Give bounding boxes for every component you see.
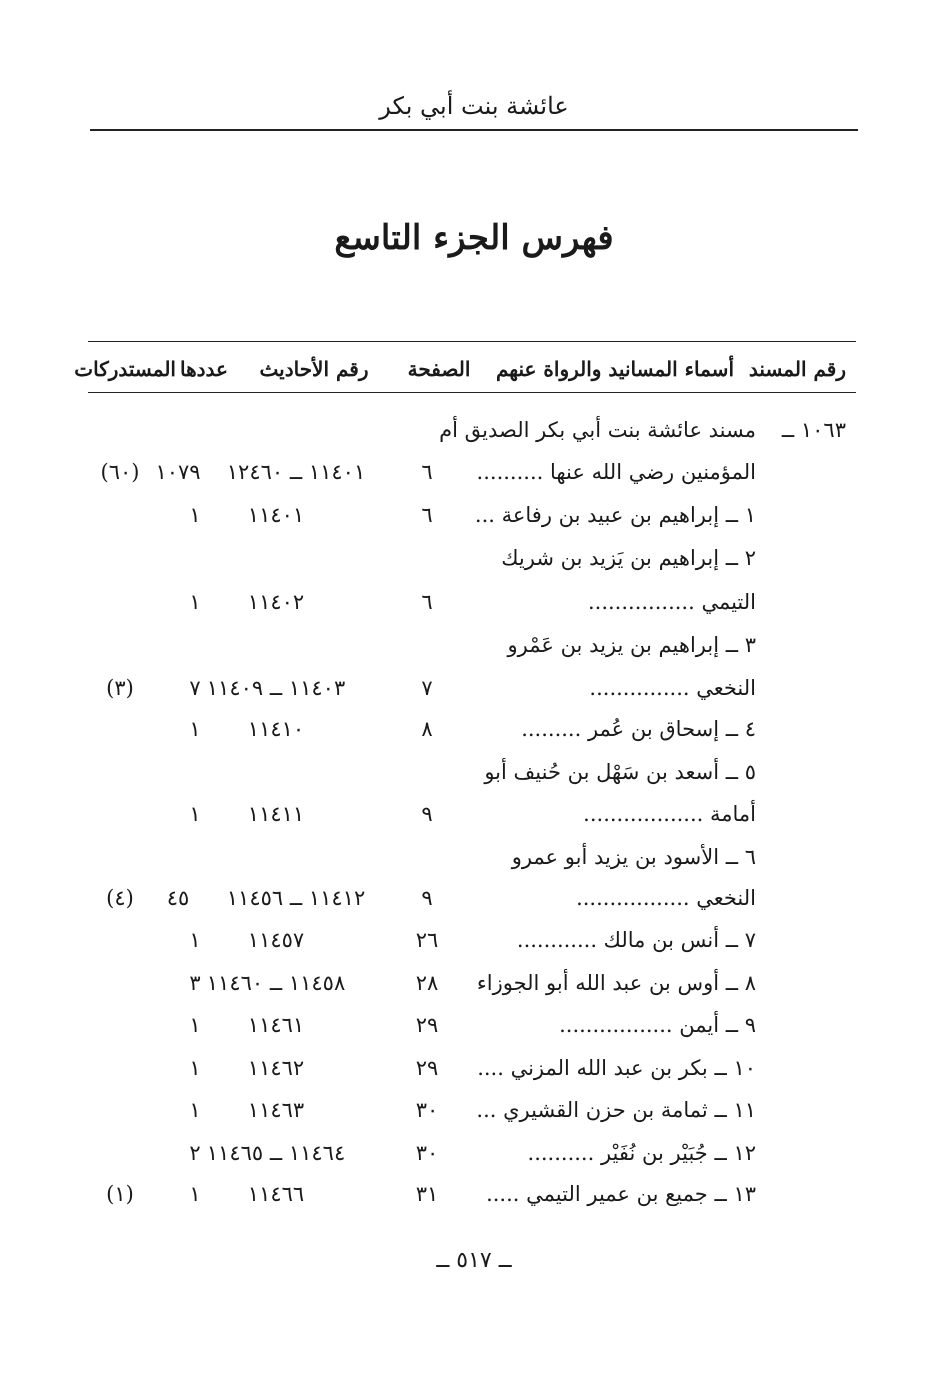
entry-name: ٦ ــ الأسود بن يزيد أبو عمرو bbox=[511, 845, 756, 869]
hadith-numbers: ١١٤٥٨ ــ ١١٤٦٠ bbox=[206, 971, 346, 995]
hadith-count: ١٠٧٩ bbox=[155, 460, 201, 484]
header-hadith-nos: رقم الأحاديث bbox=[259, 357, 369, 381]
entry-name: مسند عائشة بنت أبي بكر الصديق أم bbox=[439, 418, 756, 442]
table-header-rule bbox=[88, 392, 856, 393]
entry-page: ٩ bbox=[421, 886, 433, 910]
entry-page: ٢٩ bbox=[415, 1013, 439, 1037]
header-count: عددها bbox=[180, 357, 228, 381]
hadith-numbers: ١١٤٠١ ــ ١٢٤٦٠ bbox=[226, 460, 366, 484]
hadith-numbers: ١١٤١١ bbox=[247, 802, 305, 826]
entry-page: ٦ bbox=[421, 590, 433, 614]
header-names: أسماء المسانيد والرواة عنهم bbox=[495, 357, 734, 381]
running-head: عائشة بنت أبي بكر bbox=[379, 92, 569, 120]
hadith-count: ١ bbox=[189, 717, 201, 741]
mustadrak-count: (١) bbox=[106, 1182, 134, 1206]
header-rule bbox=[90, 129, 858, 131]
hadith-numbers: ١١٤٦٤ ــ ١١٤٦٥ bbox=[206, 1141, 346, 1165]
entry-name: ٥ ــ أسعد بن سَهْل بن حُنيف أبو bbox=[484, 760, 756, 784]
mustadrak-count: (٦٠) bbox=[100, 460, 140, 484]
entry-name: ١٠ ــ بكر بن عبد الله المزني .... bbox=[477, 1056, 756, 1080]
entry-page: ٣١ bbox=[415, 1182, 439, 1206]
hadith-numbers: ١١٤٠١ bbox=[247, 503, 305, 527]
entry-name: النخعي ............... bbox=[589, 676, 756, 700]
hadith-count: ٢ bbox=[189, 1141, 201, 1165]
hadith-numbers: ١١٤٦٢ bbox=[247, 1056, 305, 1080]
entry-name: ٤ ــ إسحاق بن عُمر ......... bbox=[521, 717, 756, 741]
entry-name: أمامة .................. bbox=[583, 802, 756, 826]
hadith-count: ١ bbox=[189, 802, 201, 826]
header-musnad-no: رقم المسند bbox=[748, 357, 846, 381]
musnad-number: ١٠٦٣ ــ bbox=[781, 418, 846, 442]
hadith-count: ١ bbox=[189, 1182, 201, 1206]
entry-page: ٢٨ bbox=[415, 971, 439, 995]
mustadrak-count: (٤) bbox=[106, 886, 134, 910]
entry-name: ٩ ــ أيمن ................. bbox=[559, 1013, 756, 1037]
hadith-count: ١ bbox=[189, 503, 201, 527]
hadith-numbers: ١١٤٥٧ bbox=[247, 928, 305, 952]
entry-name: ١١ ــ ثمامة بن حزن القشيري ... bbox=[476, 1098, 756, 1122]
entry-name: ٣ ــ إبراهيم بن يزيد بن عَمْرو bbox=[507, 633, 756, 657]
header-page: الصفحة bbox=[407, 357, 471, 381]
hadith-numbers: ١١٤١٢ ــ ١١٤٥٦ bbox=[226, 886, 366, 910]
entry-page: ٣٠ bbox=[415, 1098, 439, 1122]
entry-name: النخعي ................. bbox=[576, 886, 756, 910]
hadith-count: ١ bbox=[189, 928, 201, 952]
entry-page: ٢٦ bbox=[415, 928, 439, 952]
entry-page: ٧ bbox=[421, 676, 433, 700]
entry-page: ٨ bbox=[421, 717, 433, 741]
hadith-numbers: ١١٤٦٦ bbox=[247, 1182, 305, 1206]
hadith-count: ١ bbox=[189, 1098, 201, 1122]
entry-name: ٢ ــ إبراهيم بن يَزيد بن شريك bbox=[501, 546, 756, 570]
entry-name: ٧ ــ أنس بن مالك ............ bbox=[516, 928, 756, 952]
hadith-numbers: ١١٤٠٢ bbox=[247, 590, 305, 614]
table-top-rule bbox=[88, 341, 856, 342]
entry-page: ٦ bbox=[421, 460, 433, 484]
hadith-count: ١ bbox=[189, 590, 201, 614]
entry-page: ٢٩ bbox=[415, 1056, 439, 1080]
entry-name: ١ ــ إبراهيم بن عبيد بن رفاعة ... bbox=[474, 503, 756, 527]
entry-name: التيمي ................ bbox=[587, 590, 756, 614]
hadith-count: ٤٥ bbox=[166, 886, 190, 910]
hadith-numbers: ١١٤٦٣ bbox=[247, 1098, 305, 1122]
entry-name: المؤمنين رضي الله عنها .......... bbox=[476, 460, 756, 484]
mustadrak-count: (٣) bbox=[106, 676, 134, 700]
entry-name: ١٣ ــ جميع بن عمير التيمي ..... bbox=[486, 1182, 756, 1206]
hadith-numbers: ١١٤٠٣ ــ ١١٤٠٩ bbox=[206, 676, 346, 700]
entry-page: ٣٠ bbox=[415, 1141, 439, 1165]
entry-name: ١٢ ــ جُبَيْر بن نُفَيْر .......... bbox=[527, 1141, 756, 1165]
entry-name: ٨ ــ أوس بن عبد الله أبو الجوزاء bbox=[476, 971, 756, 995]
page-title: فهرس الجزء التاسع bbox=[334, 218, 614, 258]
header-mustadrakat: المستدركات bbox=[74, 357, 176, 381]
hadith-count: ٣ bbox=[189, 971, 201, 995]
entry-page: ٩ bbox=[421, 802, 433, 826]
hadith-count: ١ bbox=[189, 1056, 201, 1080]
hadith-numbers: ١١٤٦١ bbox=[247, 1013, 305, 1037]
hadith-numbers: ١١٤١٠ bbox=[247, 717, 305, 741]
entry-page: ٦ bbox=[421, 503, 433, 527]
hadith-count: ١ bbox=[189, 1013, 201, 1037]
page-number: ــ ٥١٧ ــ bbox=[436, 1248, 512, 1273]
hadith-count: ٧ bbox=[189, 676, 201, 700]
